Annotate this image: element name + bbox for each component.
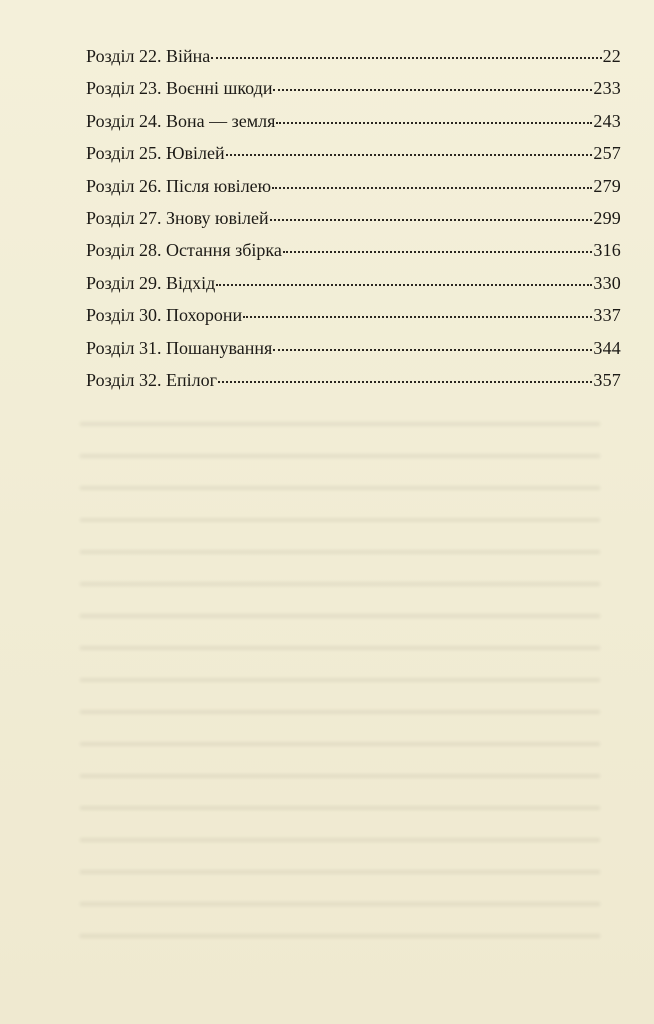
toc-entry [86,105,621,137]
dot-leader [283,249,593,253]
toc-entry [86,267,621,299]
toc-entry-page: 299 [593,207,621,228]
dot-leader [218,379,592,383]
toc-entry-title: Розділ 32. Епілог [86,369,217,390]
dot-leader [273,87,592,91]
toc-entry-page: 22 [602,46,621,66]
toc-entry [86,332,621,364]
toc-entry-page: 279 [593,175,621,196]
toc-entry-title: Розділ 25. Ювілей [86,143,225,164]
toc-entry-page: 344 [593,337,621,358]
reverse-side-bleed-through [80,400,600,960]
toc-entry-title: Розділ 26. Після ювілею [86,175,272,196]
toc-entry [86,202,621,234]
dot-leader [216,282,592,286]
dot-leader [270,217,593,221]
toc-entry-title: Розділ 29. Відхід [86,272,216,293]
toc-entry-title: Розділ 30. Похорони [86,305,243,326]
toc-entry-title: Розділ 23. Воєнні шкоди [86,78,273,99]
toc-entry [86,40,621,72]
toc-entry-page: 337 [593,305,621,326]
toc-entry [86,72,621,104]
dot-leader [273,347,592,351]
toc-entry-page: 316 [593,240,621,261]
toc-entry-title: Розділ 24. Вона — земля [86,110,276,131]
toc-entry [86,364,621,396]
toc-entry-page: 330 [593,272,621,293]
toc-entry-page: 357 [593,369,621,390]
dot-leader [243,314,592,318]
dot-leader [226,152,593,156]
toc-entry-title: Розділ 27. Знову ювілей [86,207,269,228]
dot-leader [276,120,592,124]
dot-leader [211,55,601,59]
toc-entry-page: 243 [593,110,621,131]
toc-entry-title: Розділ 22. Війна [86,46,211,66]
toc-entry [86,170,621,202]
toc-entry-title: Розділ 28. Остання збірка [86,240,282,261]
dot-leader [272,185,592,189]
toc-entry [86,137,621,169]
toc-entry [86,234,621,266]
table-of-contents [86,40,621,396]
toc-entry [86,299,621,331]
toc-entry-page: 257 [593,143,621,164]
toc-entry-page: 233 [593,78,621,99]
toc-entry-title: Розділ 31. Пошанування [86,337,273,358]
